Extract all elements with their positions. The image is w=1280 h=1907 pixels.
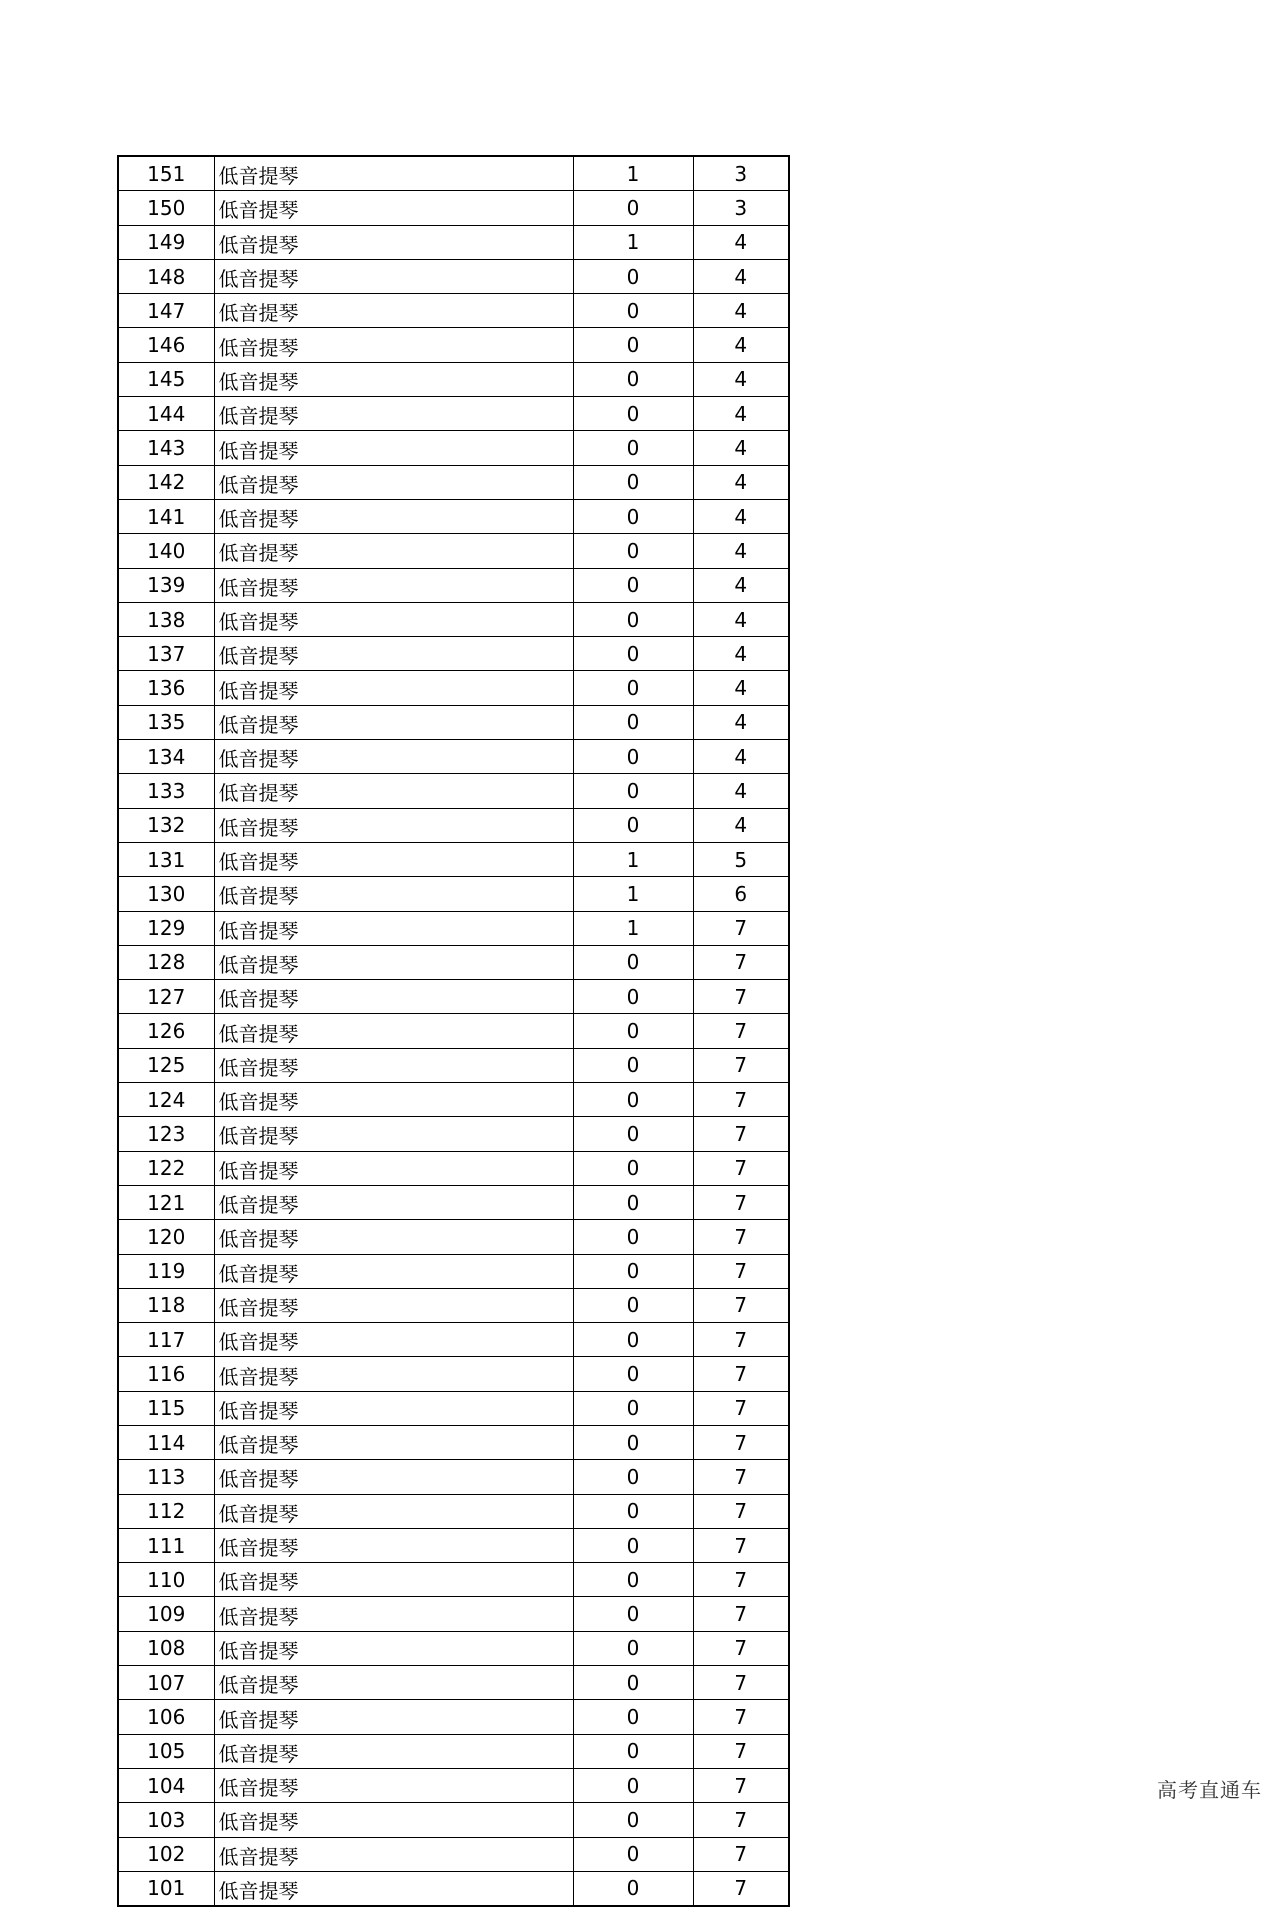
count-cell: 1 <box>573 225 693 259</box>
table-row <box>118 499 789 533</box>
count-cell: 0 <box>573 705 693 739</box>
score-cell: 119 <box>118 1254 214 1288</box>
major-cell: 低音提琴 <box>214 225 573 259</box>
score-cell: 141 <box>118 499 214 533</box>
major-cell: 低音提琴 <box>214 397 573 431</box>
count-cell: 0 <box>573 259 693 293</box>
table-row <box>118 328 789 362</box>
score-cell: 109 <box>118 1597 214 1631</box>
score-cell: 144 <box>118 397 214 431</box>
table-row <box>118 1734 789 1768</box>
cumulative-cell: 4 <box>693 225 789 259</box>
major-cell: 低音提琴 <box>214 877 573 911</box>
cumulative-cell: 7 <box>693 1083 789 1117</box>
table-row <box>118 1391 789 1425</box>
table-row <box>118 1803 789 1837</box>
score-cell: 138 <box>118 602 214 636</box>
score-cell: 110 <box>118 1563 214 1597</box>
major-cell: 低音提琴 <box>214 191 573 225</box>
score-cell: 132 <box>118 808 214 842</box>
major-cell: 低音提琴 <box>214 980 573 1014</box>
count-cell: 0 <box>573 431 693 465</box>
count-cell: 0 <box>573 1460 693 1494</box>
count-cell: 0 <box>573 1563 693 1597</box>
cumulative-cell: 7 <box>693 1803 789 1837</box>
score-cell: 139 <box>118 568 214 602</box>
major-cell: 低音提琴 <box>214 568 573 602</box>
score-cell: 140 <box>118 534 214 568</box>
score-cell: 145 <box>118 362 214 396</box>
table-row <box>118 808 789 842</box>
major-cell: 低音提琴 <box>214 637 573 671</box>
table-row <box>118 980 789 1014</box>
table-row <box>118 568 789 602</box>
table-row <box>118 911 789 945</box>
score-cell: 143 <box>118 431 214 465</box>
score-cell: 121 <box>118 1185 214 1219</box>
cumulative-cell: 7 <box>693 1666 789 1700</box>
cumulative-cell: 4 <box>693 259 789 293</box>
count-cell: 0 <box>573 1288 693 1322</box>
cumulative-cell: 7 <box>693 1323 789 1357</box>
table-row <box>118 1185 789 1219</box>
cumulative-cell: 4 <box>693 328 789 362</box>
count-cell: 0 <box>573 1597 693 1631</box>
score-cell: 127 <box>118 980 214 1014</box>
count-cell: 0 <box>573 362 693 396</box>
major-cell: 低音提琴 <box>214 602 573 636</box>
score-cell: 113 <box>118 1460 214 1494</box>
table-row <box>118 1048 789 1082</box>
cumulative-cell: 7 <box>693 1631 789 1665</box>
count-cell: 0 <box>573 1357 693 1391</box>
cumulative-cell: 7 <box>693 1185 789 1219</box>
cumulative-cell: 7 <box>693 1048 789 1082</box>
major-cell: 低音提琴 <box>214 1631 573 1665</box>
cumulative-cell: 7 <box>693 1151 789 1185</box>
table-row <box>118 465 789 499</box>
cumulative-cell: 7 <box>693 1357 789 1391</box>
cumulative-cell: 7 <box>693 1700 789 1734</box>
major-cell: 低音提琴 <box>214 705 573 739</box>
major-cell: 低音提琴 <box>214 1597 573 1631</box>
score-cell: 134 <box>118 740 214 774</box>
count-cell: 0 <box>573 465 693 499</box>
score-cell: 115 <box>118 1391 214 1425</box>
major-cell: 低音提琴 <box>214 842 573 876</box>
major-cell: 低音提琴 <box>214 1117 573 1151</box>
cumulative-cell: 7 <box>693 1837 789 1871</box>
table-row <box>118 705 789 739</box>
score-cell: 107 <box>118 1666 214 1700</box>
table-row <box>118 1563 789 1597</box>
table-row <box>118 774 789 808</box>
count-cell: 0 <box>573 1734 693 1768</box>
score-cell: 111 <box>118 1528 214 1562</box>
score-cell: 106 <box>118 1700 214 1734</box>
major-cell: 低音提琴 <box>214 1837 573 1871</box>
table-row <box>118 294 789 328</box>
table-row <box>118 259 789 293</box>
score-cell: 135 <box>118 705 214 739</box>
table-row <box>118 431 789 465</box>
cumulative-cell: 4 <box>693 294 789 328</box>
score-cell: 129 <box>118 911 214 945</box>
major-cell: 低音提琴 <box>214 259 573 293</box>
table-row <box>118 1460 789 1494</box>
cumulative-cell: 7 <box>693 1460 789 1494</box>
cumulative-cell: 4 <box>693 397 789 431</box>
cumulative-cell: 7 <box>693 1597 789 1631</box>
count-cell: 1 <box>573 842 693 876</box>
count-cell: 0 <box>573 328 693 362</box>
count-cell: 0 <box>573 602 693 636</box>
table-row <box>118 225 789 259</box>
table-row <box>118 1117 789 1151</box>
table-row <box>118 842 789 876</box>
score-cell: 126 <box>118 1014 214 1048</box>
cumulative-cell: 4 <box>693 568 789 602</box>
score-cell: 125 <box>118 1048 214 1082</box>
table-row <box>118 945 789 979</box>
table-row <box>118 1254 789 1288</box>
major-cell: 低音提琴 <box>214 534 573 568</box>
count-cell: 0 <box>573 1083 693 1117</box>
table-row <box>118 156 789 191</box>
cumulative-cell: 4 <box>693 602 789 636</box>
count-cell: 0 <box>573 774 693 808</box>
major-cell: 低音提琴 <box>214 431 573 465</box>
score-cell: 148 <box>118 259 214 293</box>
table-row <box>118 1220 789 1254</box>
score-cell: 128 <box>118 945 214 979</box>
major-cell: 低音提琴 <box>214 1323 573 1357</box>
score-cell: 136 <box>118 671 214 705</box>
score-cell: 105 <box>118 1734 214 1768</box>
cumulative-cell: 7 <box>693 1117 789 1151</box>
major-cell: 低音提琴 <box>214 1220 573 1254</box>
cumulative-cell: 4 <box>693 362 789 396</box>
major-cell: 低音提琴 <box>214 328 573 362</box>
count-cell: 0 <box>573 1117 693 1151</box>
cumulative-cell: 4 <box>693 808 789 842</box>
table-row <box>118 671 789 705</box>
table-row <box>118 1871 789 1906</box>
cumulative-cell: 7 <box>693 945 789 979</box>
score-cell: 116 <box>118 1357 214 1391</box>
cumulative-cell: 7 <box>693 1563 789 1597</box>
table-row <box>118 1083 789 1117</box>
cumulative-cell: 4 <box>693 774 789 808</box>
score-cell: 131 <box>118 842 214 876</box>
count-cell: 0 <box>573 1425 693 1459</box>
count-cell: 0 <box>573 294 693 328</box>
table-row <box>118 1768 789 1802</box>
score-cell: 142 <box>118 465 214 499</box>
table-row <box>118 1323 789 1357</box>
cumulative-cell: 4 <box>693 534 789 568</box>
major-cell: 低音提琴 <box>214 1803 573 1837</box>
table-row <box>118 1357 789 1391</box>
table-row <box>118 1151 789 1185</box>
cumulative-cell: 7 <box>693 1528 789 1562</box>
count-cell: 1 <box>573 156 693 191</box>
count-cell: 0 <box>573 1631 693 1665</box>
count-cell: 0 <box>573 499 693 533</box>
score-cell: 103 <box>118 1803 214 1837</box>
table-body <box>118 156 789 1906</box>
score-cell: 150 <box>118 191 214 225</box>
count-cell: 0 <box>573 1803 693 1837</box>
count-cell: 0 <box>573 1700 693 1734</box>
table-row <box>118 637 789 671</box>
major-cell: 低音提琴 <box>214 1425 573 1459</box>
table-row <box>118 740 789 774</box>
count-cell: 0 <box>573 1323 693 1357</box>
count-cell: 0 <box>573 1528 693 1562</box>
table-row <box>118 1288 789 1322</box>
count-cell: 0 <box>573 1837 693 1871</box>
table-row <box>118 877 789 911</box>
cumulative-cell: 7 <box>693 1014 789 1048</box>
score-cell: 146 <box>118 328 214 362</box>
table-row <box>118 1666 789 1700</box>
major-cell: 低音提琴 <box>214 362 573 396</box>
score-cell: 102 <box>118 1837 214 1871</box>
major-cell: 低音提琴 <box>214 671 573 705</box>
major-cell: 低音提琴 <box>214 1391 573 1425</box>
major-cell: 低音提琴 <box>214 945 573 979</box>
major-cell: 低音提琴 <box>214 911 573 945</box>
cumulative-cell: 7 <box>693 1734 789 1768</box>
count-cell: 0 <box>573 1254 693 1288</box>
major-cell: 低音提琴 <box>214 294 573 328</box>
table-row <box>118 1494 789 1528</box>
major-cell: 低音提琴 <box>214 156 573 191</box>
table-row <box>118 534 789 568</box>
major-cell: 低音提琴 <box>214 499 573 533</box>
cumulative-cell: 3 <box>693 156 789 191</box>
score-cell: 151 <box>118 156 214 191</box>
major-cell: 低音提琴 <box>214 1083 573 1117</box>
count-cell: 0 <box>573 1494 693 1528</box>
count-cell: 0 <box>573 568 693 602</box>
count-cell: 0 <box>573 1391 693 1425</box>
score-cell: 101 <box>118 1871 214 1906</box>
count-cell: 0 <box>573 1014 693 1048</box>
score-cell: 120 <box>118 1220 214 1254</box>
major-cell: 低音提琴 <box>214 740 573 774</box>
major-cell: 低音提琴 <box>214 1666 573 1700</box>
score-cell: 130 <box>118 877 214 911</box>
cumulative-cell: 6 <box>693 877 789 911</box>
cumulative-cell: 4 <box>693 465 789 499</box>
count-cell: 0 <box>573 1871 693 1906</box>
score-cell: 122 <box>118 1151 214 1185</box>
major-cell: 低音提琴 <box>214 1563 573 1597</box>
major-cell: 低音提琴 <box>214 808 573 842</box>
cumulative-cell: 7 <box>693 980 789 1014</box>
major-cell: 低音提琴 <box>214 1528 573 1562</box>
cumulative-cell: 4 <box>693 499 789 533</box>
count-cell: 0 <box>573 808 693 842</box>
count-cell: 1 <box>573 877 693 911</box>
major-cell: 低音提琴 <box>214 1734 573 1768</box>
cumulative-cell: 7 <box>693 1391 789 1425</box>
major-cell: 低音提琴 <box>214 1494 573 1528</box>
table-row <box>118 1425 789 1459</box>
count-cell: 0 <box>573 1768 693 1802</box>
count-cell: 0 <box>573 191 693 225</box>
major-cell: 低音提琴 <box>214 1871 573 1906</box>
major-cell: 低音提琴 <box>214 1700 573 1734</box>
count-cell: 0 <box>573 1048 693 1082</box>
cumulative-cell: 4 <box>693 431 789 465</box>
count-cell: 0 <box>573 1666 693 1700</box>
major-cell: 低音提琴 <box>214 1185 573 1219</box>
cumulative-cell: 4 <box>693 671 789 705</box>
score-cell: 137 <box>118 637 214 671</box>
table-row <box>118 602 789 636</box>
count-cell: 0 <box>573 1185 693 1219</box>
table-row <box>118 1597 789 1631</box>
table-row <box>118 1837 789 1871</box>
score-cell: 133 <box>118 774 214 808</box>
count-cell: 0 <box>573 1220 693 1254</box>
count-cell: 0 <box>573 397 693 431</box>
cumulative-cell: 7 <box>693 1425 789 1459</box>
cumulative-cell: 7 <box>693 1288 789 1322</box>
cumulative-cell: 7 <box>693 1768 789 1802</box>
cumulative-cell: 7 <box>693 1494 789 1528</box>
table-row <box>118 191 789 225</box>
score-cell: 104 <box>118 1768 214 1802</box>
watermark-text: 高考直通车 <box>1157 1778 1262 1802</box>
cumulative-cell: 3 <box>693 191 789 225</box>
score-cell: 124 <box>118 1083 214 1117</box>
major-cell: 低音提琴 <box>214 774 573 808</box>
major-cell: 低音提琴 <box>214 1048 573 1082</box>
cumulative-cell: 5 <box>693 842 789 876</box>
count-cell: 1 <box>573 911 693 945</box>
table-row <box>118 1014 789 1048</box>
score-cell: 117 <box>118 1323 214 1357</box>
score-cell: 114 <box>118 1425 214 1459</box>
major-cell: 低音提琴 <box>214 1288 573 1322</box>
cumulative-cell: 7 <box>693 1254 789 1288</box>
cumulative-cell: 7 <box>693 1220 789 1254</box>
cumulative-cell: 4 <box>693 740 789 774</box>
table-row <box>118 1528 789 1562</box>
major-cell: 低音提琴 <box>214 1357 573 1391</box>
count-cell: 0 <box>573 637 693 671</box>
cumulative-cell: 4 <box>693 637 789 671</box>
score-cell: 108 <box>118 1631 214 1665</box>
table-row <box>118 362 789 396</box>
score-cell: 123 <box>118 1117 214 1151</box>
count-cell: 0 <box>573 740 693 774</box>
score-cell: 149 <box>118 225 214 259</box>
table-row <box>118 1700 789 1734</box>
cumulative-cell: 4 <box>693 705 789 739</box>
cumulative-cell: 7 <box>693 1871 789 1906</box>
count-cell: 0 <box>573 534 693 568</box>
score-cell: 147 <box>118 294 214 328</box>
major-cell: 低音提琴 <box>214 1254 573 1288</box>
major-cell: 低音提琴 <box>214 1151 573 1185</box>
score-cell: 112 <box>118 1494 214 1528</box>
score-cell: 118 <box>118 1288 214 1322</box>
major-cell: 低音提琴 <box>214 1768 573 1802</box>
table-row <box>118 1631 789 1665</box>
major-cell: 低音提琴 <box>214 1014 573 1048</box>
major-cell: 低音提琴 <box>214 465 573 499</box>
score-distribution-table <box>117 155 790 1907</box>
count-cell: 0 <box>573 1151 693 1185</box>
major-cell: 低音提琴 <box>214 1460 573 1494</box>
count-cell: 0 <box>573 671 693 705</box>
count-cell: 0 <box>573 980 693 1014</box>
cumulative-cell: 7 <box>693 911 789 945</box>
count-cell: 0 <box>573 945 693 979</box>
table-row <box>118 397 789 431</box>
